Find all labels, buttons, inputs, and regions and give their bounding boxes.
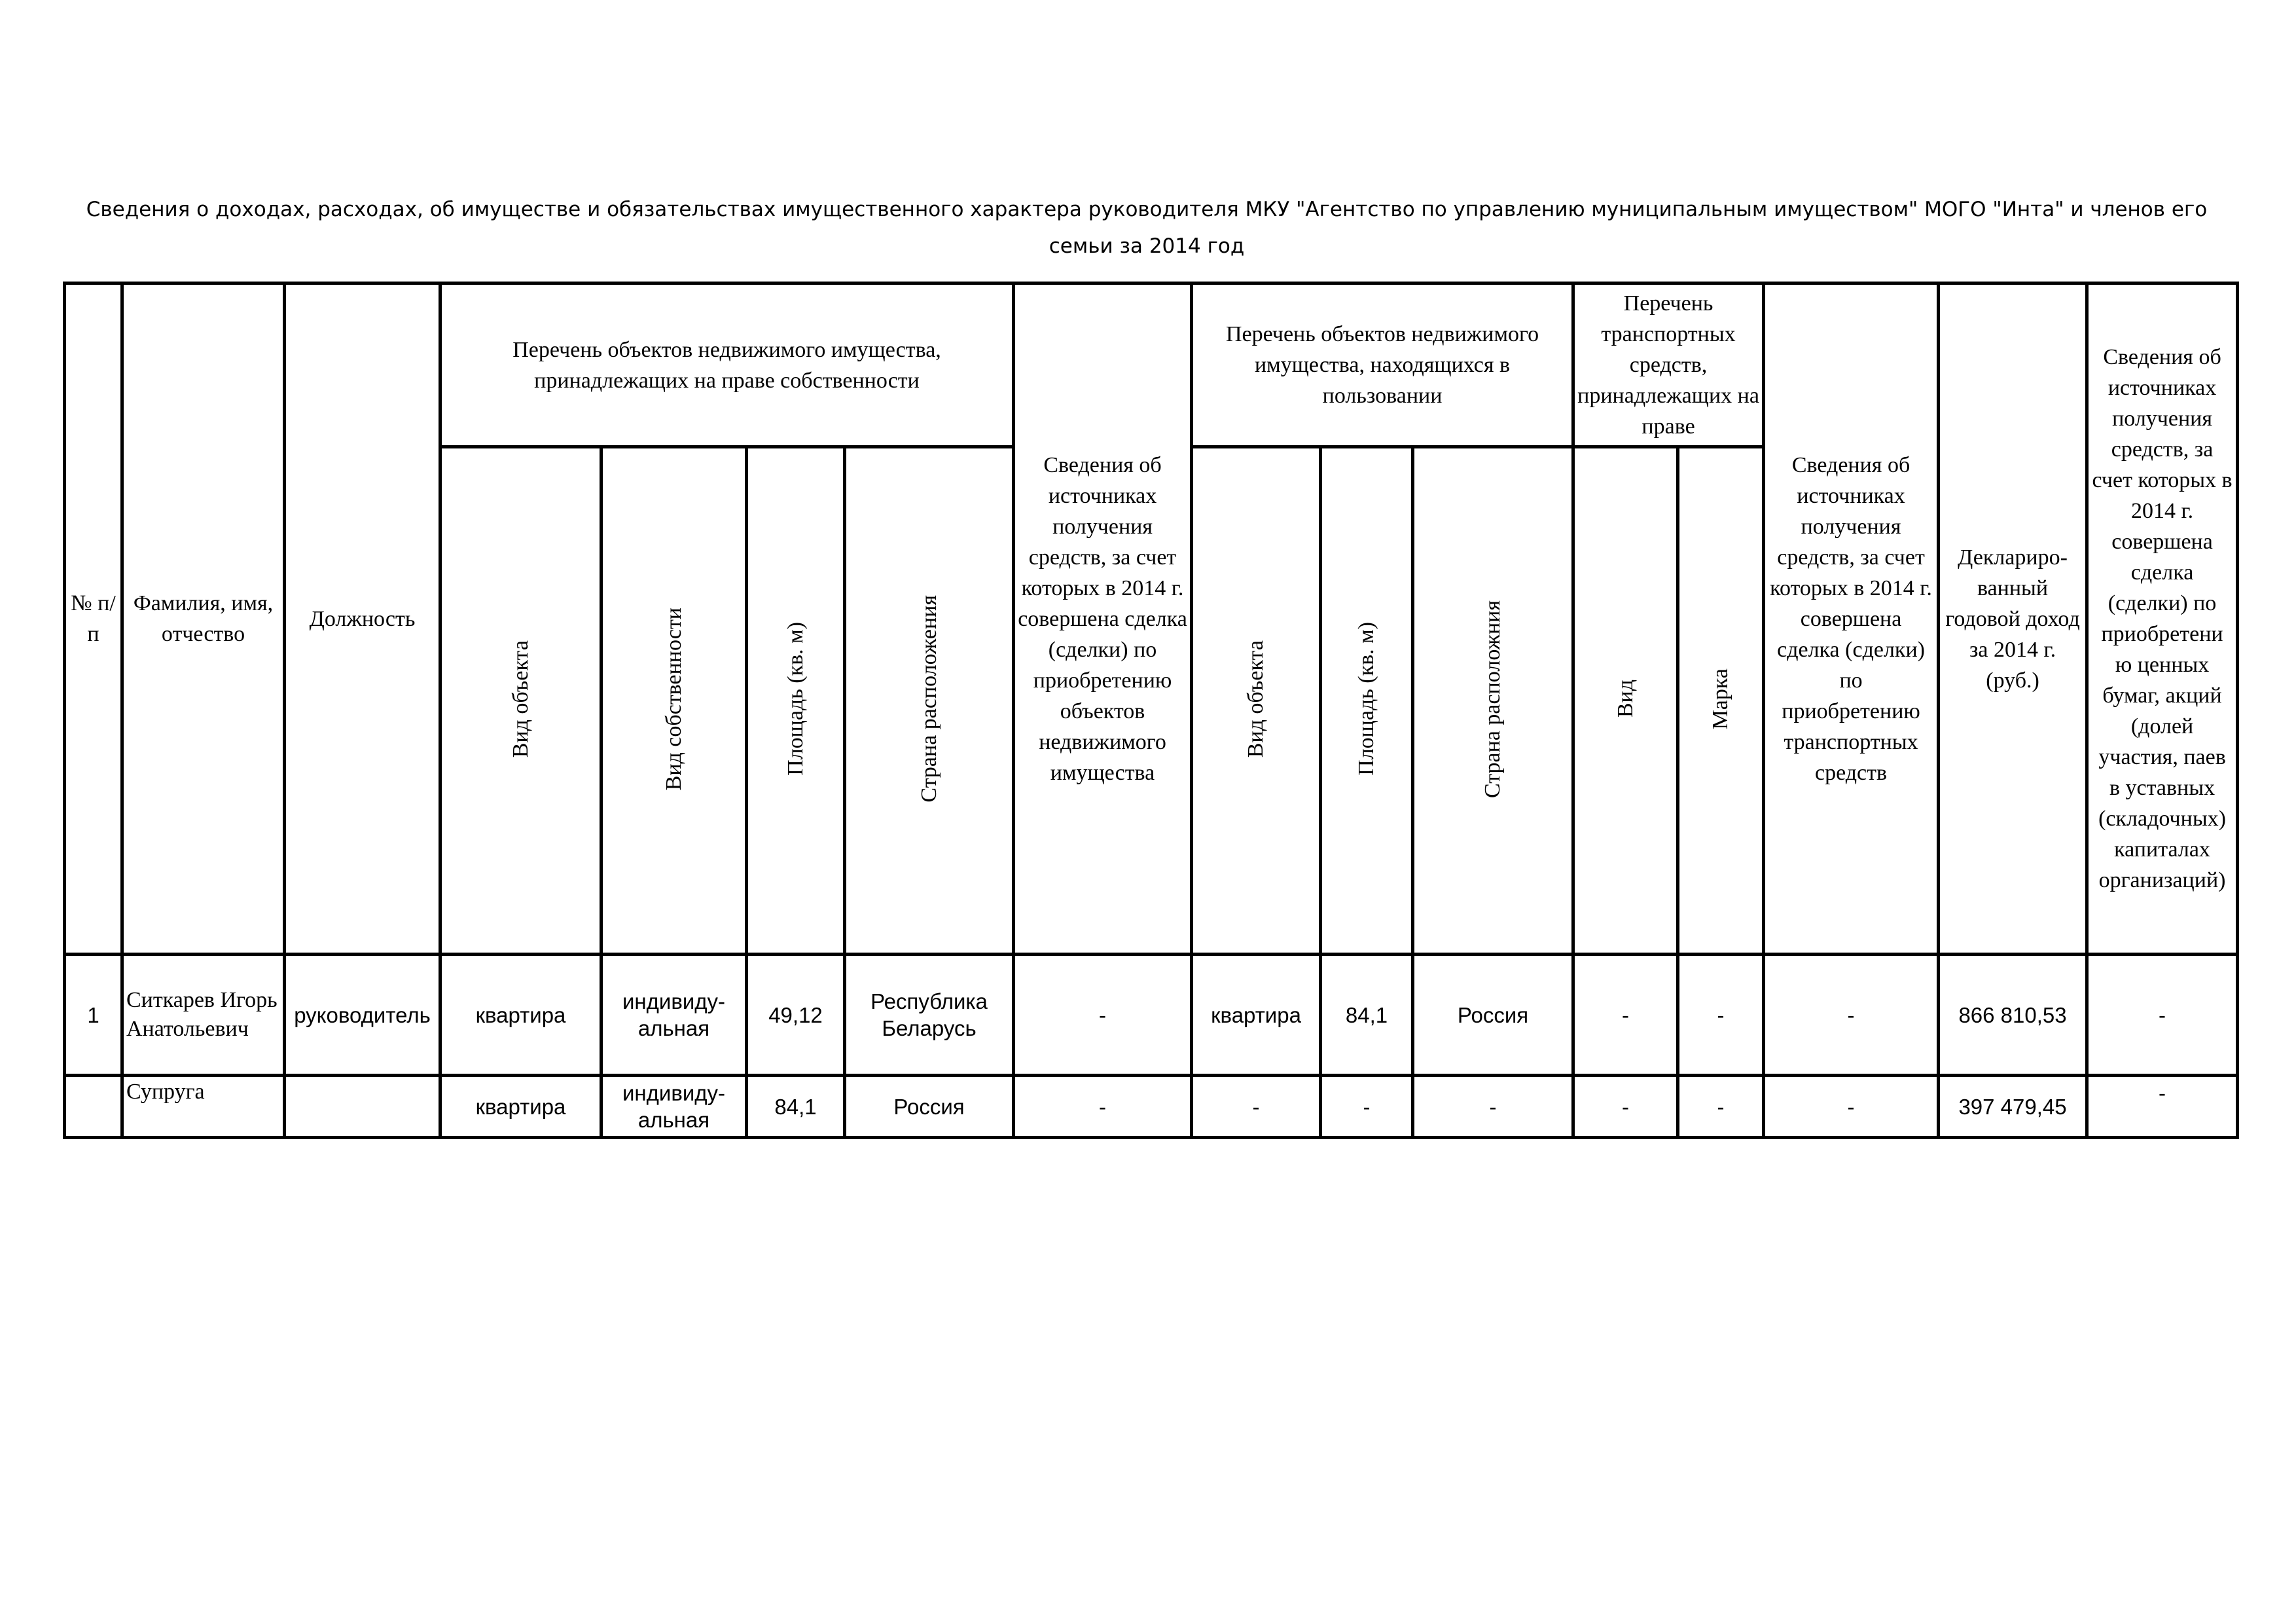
header-used-group: Перечень объектов недвижимого имущества, находящихся в пользовании — [1192, 283, 1573, 447]
cell-used-area: 84,1 — [1321, 955, 1413, 1076]
header-row-group — [65, 283, 2238, 447]
cell-used-type: - — [1192, 1076, 1321, 1138]
header-transport-brand: Марка — [1678, 447, 1764, 955]
cell-used-area: - — [1321, 1076, 1413, 1138]
header-transport-source: Сведения об источниках получения средств, за счет которых в 2014 г. совершена сделка (сделки) по приобретению транспортных средств — [1764, 283, 1939, 955]
header-income: Деклариро-ванный годовой доход за 2014 г. (руб.) — [1939, 283, 2087, 955]
cell-transport-brand: - — [1678, 1076, 1764, 1138]
cell-num — [65, 1076, 122, 1138]
header-owned-group: Перечень объектов недвижимого имущества, принадлежащих на праве собственности — [440, 283, 1014, 447]
cell-owned-type: квартира — [440, 1076, 601, 1138]
cell-transport-brand: - — [1678, 955, 1764, 1076]
cell-transport-kind: - — [1573, 955, 1678, 1076]
header-used-type: Вид объекта — [1192, 447, 1321, 955]
cell-realty-source: - — [1014, 1076, 1192, 1138]
header-realty-source: Сведения об источниках получения средств, за счет которых в 2014 г. совершена сделка (сделки) по приобретению объектов недвижимого имущества — [1014, 283, 1192, 955]
cell-position: руководитель — [285, 955, 440, 1076]
cell-transport-source: - — [1764, 1076, 1939, 1138]
header-used-area: Площадь (кв. м) — [1321, 447, 1413, 955]
header-transport-group: Перечень транспортных средств, принадлежащих на праве — [1573, 283, 1764, 447]
cell-owned-area: 49,12 — [747, 955, 845, 1076]
cell-realty-source: - — [1014, 955, 1192, 1076]
cell-fio: Супруга — [122, 1076, 285, 1138]
header-owned-ownership: Вид собственности — [601, 447, 747, 955]
cell-transport-source: - — [1764, 955, 1939, 1076]
cell-used-country: - — [1413, 1076, 1573, 1138]
header-transport-kind: Вид — [1573, 447, 1678, 955]
header-owned-area: Площадь (кв. м) — [747, 447, 845, 955]
cell-owned-area: 84,1 — [747, 1076, 845, 1138]
header-used-country: Страна расположния — [1413, 447, 1573, 955]
header-position: Должность — [285, 283, 440, 955]
header-owned-country: Страна расположения — [845, 447, 1014, 955]
cell-income: 397 479,45 — [1939, 1076, 2087, 1138]
cell-num: 1 — [65, 955, 122, 1076]
document-title: Сведения о доходах, расходах, об имуществе и обязательствах имущественного характера руководителя МКУ "Агентство по управлению муниципальным имуществом" МОГО "Инта" и членов его семьи за 2014 год — [86, 198, 2208, 258]
cell-used-type: квартира — [1192, 955, 1321, 1076]
cell-securities-source: - — [2087, 955, 2238, 1076]
cell-fio: Ситкарев Игорь Анатольевич — [122, 955, 285, 1076]
cell-owned-ownership: индивиду-альная — [601, 1076, 747, 1138]
cell-position — [285, 1076, 440, 1138]
cell-owned-country: Россия — [845, 1076, 1014, 1138]
header-owned-type: Вид объекта — [440, 447, 601, 955]
cell-securities-source: - — [2087, 1076, 2238, 1138]
cell-owned-type: квартира — [440, 955, 601, 1076]
header-fio: Фамилия, имя, отчество — [122, 283, 285, 955]
cell-used-country: Россия — [1413, 955, 1573, 1076]
table-row — [65, 955, 2238, 1076]
header-num: № п/п — [65, 283, 122, 955]
cell-owned-country: Республика Беларусь — [845, 955, 1014, 1076]
header-securities-source: Сведения об источниках получения средств, за счет которых в 2014 г. совершена сделка (сделки) по приобретени ю ценных бумаг, акций (долей участия, паев в уставных (складочных) капиталах организаций) — [2087, 283, 2238, 955]
cell-owned-ownership: индивиду-альная — [601, 955, 747, 1076]
declaration-table — [63, 282, 2239, 1139]
cell-transport-kind: - — [1573, 1076, 1678, 1138]
table-row — [65, 1076, 2238, 1138]
cell-income: 866 810,53 — [1939, 955, 2087, 1076]
